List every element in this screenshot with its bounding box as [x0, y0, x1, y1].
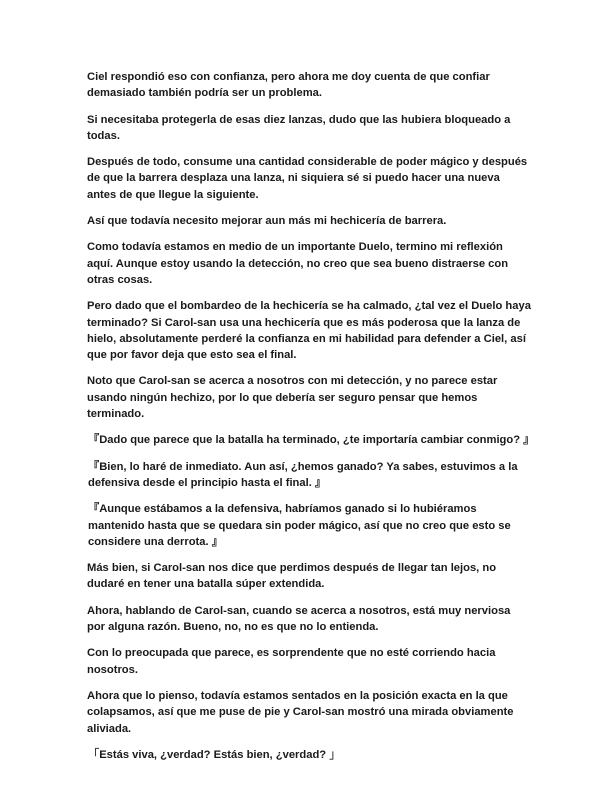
paragraph: Ciel respondió eso con confianza, pero ahora me doy cuenta de que confiar demasiado también podría ser un problema.	[87, 71, 490, 100]
paragraph: Noto que Carol-san se acerca a nosotros con mi detección, y no parece estar usando ningún hechizo, por lo que debería ser seguro pensar que hemos terminado.	[87, 375, 498, 421]
dialogue-paragraph: 「Estás viva, ¿verdad? Estás bien, ¿verdad? 」	[88, 748, 341, 761]
paragraph: Así que todavía necesito mejorar aun más mi hechicería de barrera.	[87, 215, 447, 228]
paragraph: Ahora, hablando de Carol-san, cuando se acerca a nosotros, está muy nerviosa por alguna razón. Bueno, no, no es que no lo entienda.	[87, 604, 511, 634]
paragraph: Como todavía estamos en medio de un importante Duelo, termino mi reflexión aquí. Aunque estoy usando la detección, no creo que sea bueno distraerse con otras cosas.	[87, 241, 509, 286]
paragraph: Después de todo, consume una cantidad considerable de poder mágico y después de que la barrera desplaza una lanza, ni siquiera sé si puedo hacer una nueva antes de que llegue la siguiente.	[87, 156, 528, 201]
dialogue-paragraph: 『Dado que parece que la batalla ha terminado, ¿te importaría cambiar conmigo? 』	[88, 434, 535, 447]
paragraph: Más bien, si Carol-san nos dice que perdimos después de llegar tan lejos, no dudaré en tener una batalla súper extendida.	[87, 562, 497, 591]
page-body	[87, 69, 535, 773]
paragraph: Pero dado que el bombardeo de la hechicería se ha calmado, ¿tal vez el Duelo haya terminado? Si Carol-san usa una hechicería que es más poderosa que la lanza de hielo, absolutamente perderé la confianza en mi habilidad para defender a Ciel, así que por favor deja que esto sea el final.	[87, 300, 531, 362]
dialogue-paragraph: 『Bien, lo haré de inmediato. Aun así, ¿hemos ganado? Ya sabes, estuvimos a la defensiva desde el principio hasta el final. 』	[88, 460, 518, 489]
paragraph: Si necesitaba protegerla de esas diez lanzas, dudo que las hubiera bloqueado a todas.	[87, 113, 511, 142]
paragraph: Ahora que lo pienso, todavía estamos sentados en la posición exacta en la que colapsamos, así que me puse de pie y Carol-san mostró una mirada obviamente aliviada.	[87, 689, 514, 735]
paragraph: Con lo preocupada que parece, es sorprendente que no esté corriendo hacia nosotros.	[87, 647, 496, 676]
dialogue-paragraph: 『Aunque estábamos a la defensiva, habríamos ganado si lo hubiéramos mantenido hasta que se quedara sin poder mágico, así que no creo que esto se considere una derrota. 』	[88, 503, 511, 548]
